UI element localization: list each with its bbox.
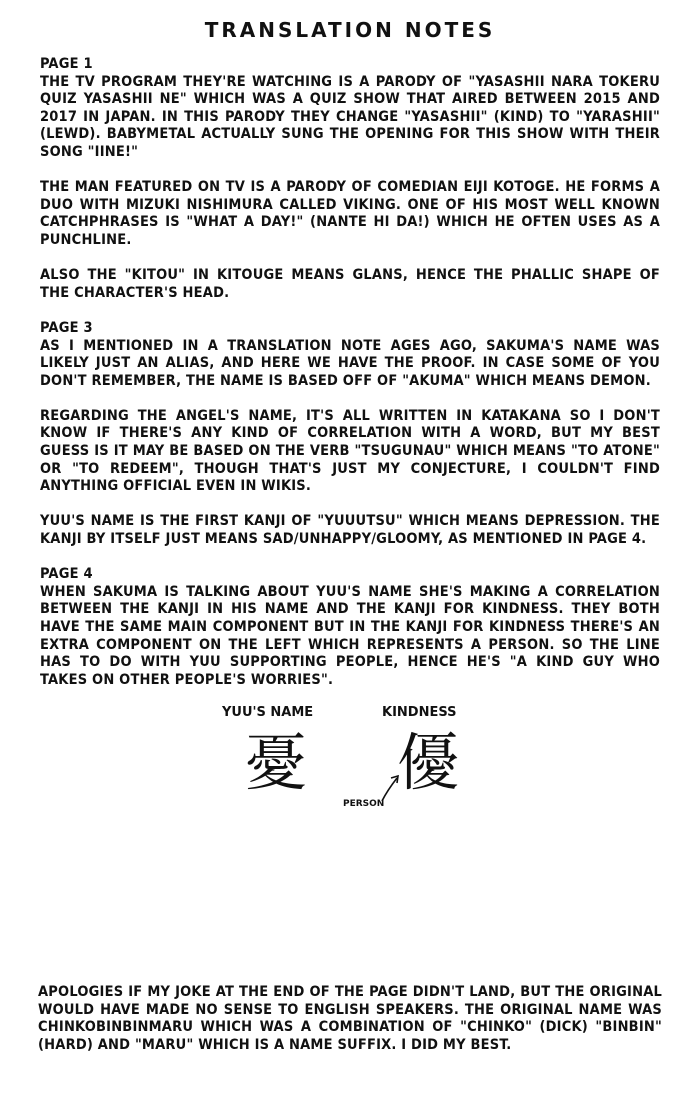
- yuu-kanji: 憂: [245, 726, 308, 800]
- person-label: PERSON: [343, 799, 385, 810]
- section-heading: PAGE 4: [40, 566, 93, 583]
- section-page-3: [40, 320, 660, 549]
- section-paragraph: YUU'S NAME IS THE FIRST KANJI OF "YUUUTSU" WHICH MEANS DEPRESSION. THE KANJI BY ITSELF JUST MEANS SAD/UNHAPPY/GLOOMY, AS MENTIONED IN PAGE 4.: [40, 513, 660, 548]
- section-paragraph: WHEN SAKUMA IS TALKING ABOUT YUU'S NAME SHE'S MAKING A CORRELATION BETWEEN THE KANJI IN HIS NAME AND THE KANJI FOR KINDNESS. THEY BOTH HAVE THE SAME MAIN COMPONENT BUT IN THE KANJI FOR KINDNESS THERE'S AN EXTRA COMPONENT ON THE LEFT WHICH REPRESENTS A PERSON. SO THE LINE HAS TO DO WITH YUU SUPPORTING PEOPLE, HENCE HE'S "A KIND GUY WHO TAKES ON OTHER PEOPLE'S WORRIES".: [40, 583, 660, 688]
- section-paragraph: AS I MENTIONED IN A TRANSLATION NOTE AGES AGO, SAKUMA'S NAME WAS LIKELY JUST AN ALIAS, AND HERE WE HAVE THE PROOF. IN CASE SOME OF YOU DON'T REMEMBER, THE NAME IS BASED OFF OF "AKUMA" WHICH MEANS DEMON.: [40, 337, 660, 389]
- yuu-name-label: YUU'S NAME: [222, 705, 314, 721]
- arrow-icon: [380, 773, 402, 803]
- closing-note: [38, 984, 662, 1054]
- kanji-comparison-figure: [40, 705, 660, 825]
- page-title: TRANSLATION NOTES: [204, 18, 496, 42]
- section-page-1: [40, 56, 660, 302]
- section-paragraph: THE MAN FEATURED ON TV IS A PARODY OF COMEDIAN EIJI KOTOGE. HE FORMS A DUO WITH MIZUKI NISHIMURA CALLED VIKING. ONE OF HIS MOST WELL KNOWN CATCHPHRASES IS "WHAT A DAY!" (NANTE HI DA!) WHICH HE OFTEN USES AS A PUNCHLINE.: [40, 179, 660, 248]
- closing-paragraph: APOLOGIES IF MY JOKE AT THE END OF THE PAGE DIDN'T LAND, BUT THE ORIGINAL WOULD HAVE MADE NO SENSE TO ENGLISH SPEAKERS. THE ORIGINAL NAME WAS CHINKOBINBINMARU WHICH WAS A COMBINATION OF "CHINKO" (DICK) "BINBIN" (HARD) AND "MARU" WHICH IS A NAME SUFFIX. I DID MY BEST.: [38, 984, 662, 1053]
- kindness-kanji: 優: [397, 726, 460, 800]
- notes-content: [40, 56, 660, 833]
- section-paragraph: REGARDING THE ANGEL'S NAME, IT'S ALL WRITTEN IN KATAKANA SO I DON'T KNOW IF THERE'S ANY KIND OF CORRELATION WITH A WORD, BUT MY BEST GUESS IS IT MAY BE BASED ON THE VERB "TSUGUNAU" WHICH MEANS "TO ATONE" OR "TO REDEEM", THOUGH THAT'S JUST MY CONJECTURE, I COULDN'T FIND ANYTHING OFFICIAL EVEN IN WIKIS.: [40, 407, 660, 495]
- section-heading: PAGE 1: [40, 56, 93, 72]
- section-paragraph: THE TV PROGRAM THEY'RE WATCHING IS A PARODY OF "YASASHII NARA TOKERU QUIZ YASASHII NE" WHICH WAS A QUIZ SHOW THAT AIRED BETWEEN 2015 AND 2017 IN JAPAN. IN THIS PARODY THEY CHANGE "YASASHII" (KIND) TO "YARASHII" (LEWD). BABYMETAL ACTUALLY SUNG THE OPENING FOR THIS SHOW WITH THEIR SONG "IINE!": [40, 73, 660, 160]
- section-page-4: [40, 566, 660, 689]
- kindness-label: KINDNESS: [382, 705, 457, 721]
- section-paragraph: ALSO THE "KITOU" IN KITOUGE MEANS GLANS, HENCE THE PHALLIC SHAPE OF THE CHARACTER'S HEAD.: [40, 267, 660, 301]
- section-heading: PAGE 3: [40, 319, 93, 336]
